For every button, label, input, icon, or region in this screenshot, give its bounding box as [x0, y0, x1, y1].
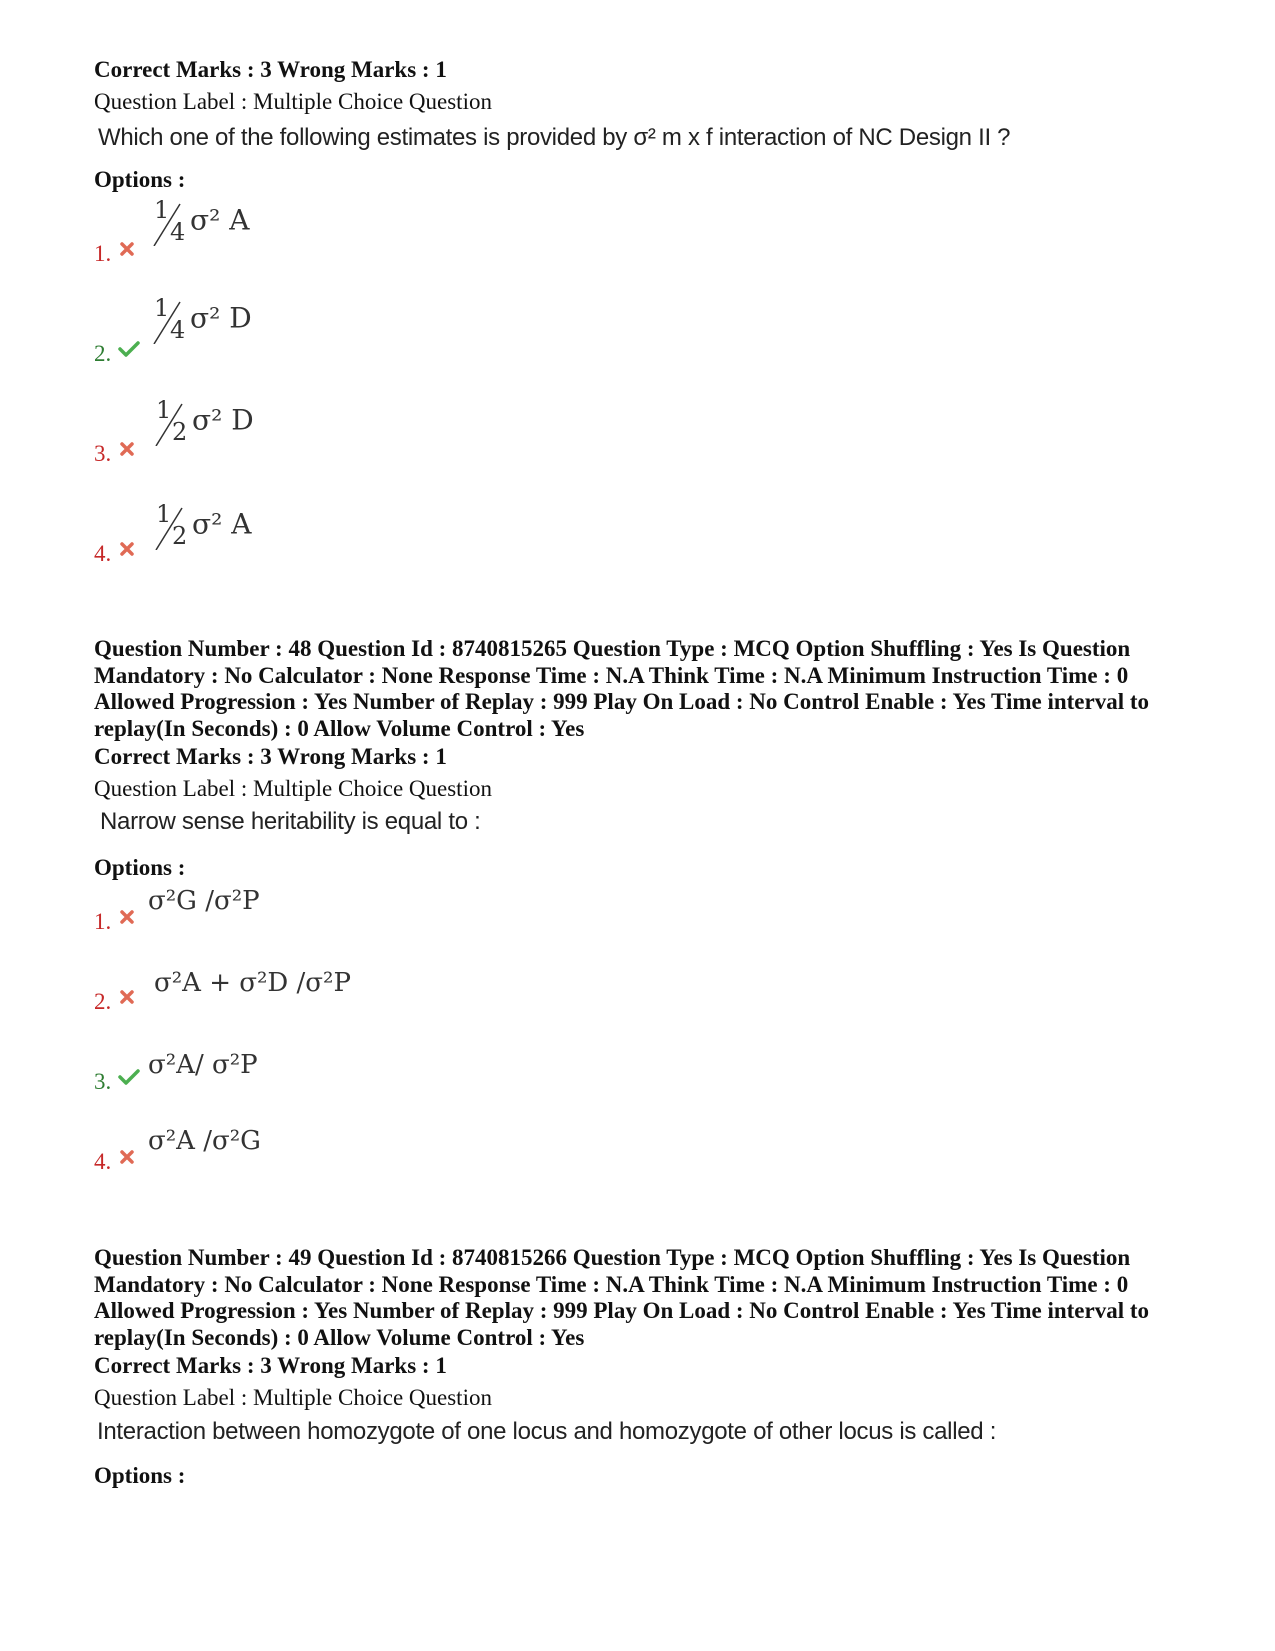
q48-option-4-text: σ²A /σ²G: [148, 1126, 261, 1156]
q48-question: Narrow sense heritability is equal to :: [100, 808, 481, 835]
q49-meta: Question Number : 49 Question Id : 8740815266 Question Type : MCQ Option Shuffling : Yes Is Question Mandatory : No Calculator : None Response Time : N.A Think Time : N.A Minimum Instruction Time : 0 Allowed Progression : Yes Number of Replay : 999 Play On Load : No Control Enable : Yes Time interval to replay(In Seconds) : 0 Allow Volume Control : Yes: [94, 1245, 1150, 1350]
q49-label: Question Label : Multiple Choice Question: [94, 1385, 492, 1410]
q48-option-2-text: σ²A + σ²D /σ²P: [154, 968, 351, 998]
q47-option-3-number: 3.: [94, 441, 112, 466]
fraction-numerator: 1: [156, 396, 172, 424]
q47-option-3-content: [152, 396, 254, 446]
wrong-mark-icon: [118, 440, 136, 458]
q47-option-2-content: [150, 294, 252, 344]
q47-option-4-content: [152, 500, 252, 550]
wrong-mark-icon: [118, 240, 136, 258]
wrong-mark-icon: [118, 988, 136, 1006]
q48-label: Question Label : Multiple Choice Question: [94, 776, 492, 801]
q48-option-3-number: 3.: [94, 1069, 112, 1094]
q47-option-1-number: 1.: [94, 241, 112, 266]
q48-options-heading: Options :: [94, 855, 186, 880]
option-term: σ² D: [192, 403, 254, 437]
wrong-mark-icon: [118, 540, 136, 558]
q49-options-heading: Options :: [94, 1463, 186, 1488]
correct-check-icon: [118, 340, 140, 358]
q48-option-1-number: 1.: [94, 909, 112, 934]
q48-option-2-number: 2.: [94, 989, 112, 1014]
option-term: σ² A: [190, 203, 250, 237]
fraction-numerator: 1: [156, 500, 172, 528]
wrong-mark-icon: [118, 1148, 136, 1166]
correct-check-icon: [118, 1068, 140, 1086]
q47-options-heading: Options :: [94, 167, 186, 192]
q47-option-1-content: [150, 196, 250, 246]
q48-option-4-number: 4.: [94, 1149, 112, 1174]
q49-marks: Correct Marks : 3 Wrong Marks : 1: [94, 1353, 447, 1378]
q47-marks: Correct Marks : 3 Wrong Marks : 1: [94, 57, 447, 82]
option-term: σ² D: [190, 301, 252, 335]
wrong-mark-icon: [118, 908, 136, 926]
fraction-denominator: 4: [170, 218, 186, 246]
q47-question: Which one of the following estimates is provided by σ² m x f interaction of NC Design II ?: [98, 124, 1011, 151]
fraction-numerator: 1: [154, 294, 170, 322]
q48-meta: Question Number : 48 Question Id : 8740815265 Question Type : MCQ Option Shuffling : Yes Is Question Mandatory : No Calculator : None Response Time : N.A Think Time : N.A Minimum Instruction Time : 0 Allowed Progression : Yes Number of Replay : 999 Play On Load : No Control Enable : Yes Time interval to replay(In Seconds) : 0 Allow Volume Control : Yes: [94, 636, 1150, 741]
fraction-numerator: 1: [154, 196, 170, 224]
q49-question: Interaction between homozygote of one locus and homozygote of other locus is called :: [97, 1418, 997, 1445]
fraction-denominator: 4: [170, 316, 186, 344]
fraction-denominator: 2: [172, 522, 188, 550]
q48-option-1-text: σ²G /σ²P: [148, 886, 260, 916]
fraction-denominator: 2: [172, 418, 188, 446]
q47-option-2-number: 2.: [94, 341, 112, 366]
option-term: σ² A: [192, 507, 252, 541]
q48-marks: Correct Marks : 3 Wrong Marks : 1: [94, 744, 447, 769]
q48-option-3-text: σ²A/ σ²P: [148, 1050, 258, 1080]
q47-option-4-number: 4.: [94, 541, 112, 566]
q47-label: Question Label : Multiple Choice Question: [94, 89, 492, 114]
